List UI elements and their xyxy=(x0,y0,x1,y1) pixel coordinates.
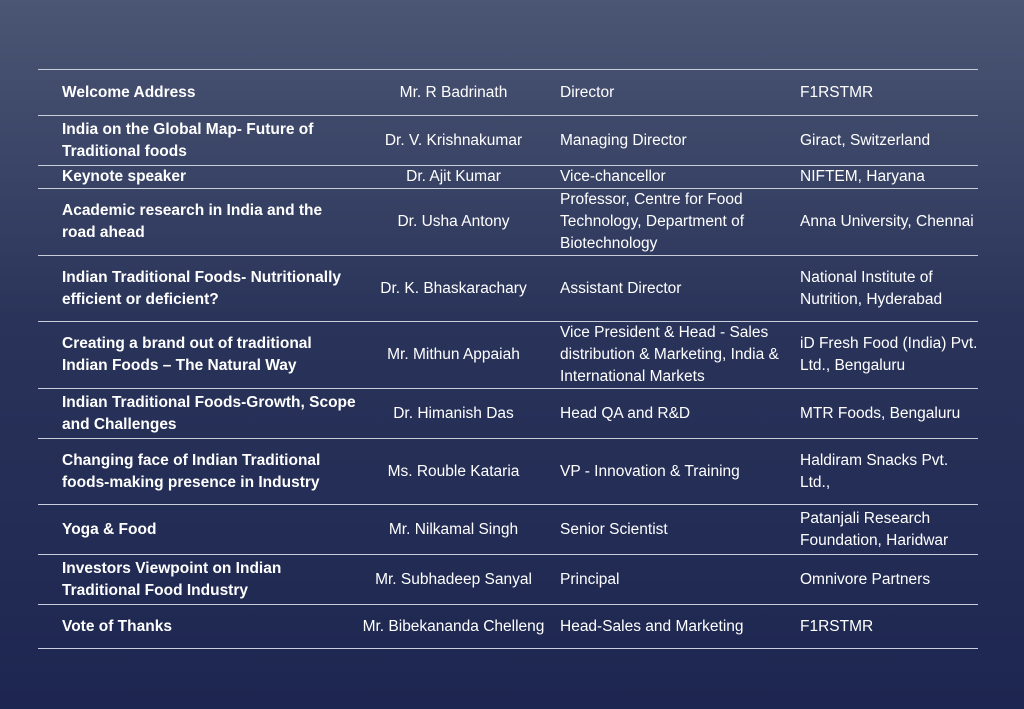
topic-cell: Keynote speaker xyxy=(62,168,187,185)
role-cell: Professor, Centre for Food Technology, Department of Biotechnology xyxy=(560,191,745,252)
table-row xyxy=(38,555,978,605)
organization-cell: Haldiram Snacks Pvt. Ltd., xyxy=(800,451,949,491)
topic-cell: Academic research in India and the road ahead xyxy=(62,202,323,241)
organization-cell: F1RSTMR xyxy=(800,83,874,101)
organization-cell: F1RSTMR xyxy=(800,617,874,635)
speaker-cell: Dr. Ajit Kumar xyxy=(406,168,501,185)
table-row xyxy=(38,605,978,649)
table-row xyxy=(38,505,978,555)
agenda-table xyxy=(38,69,978,649)
organization-cell: MTR Foods, Bengaluru xyxy=(800,404,961,422)
topic-cell: India on the Global Map- Future of Traditional foods xyxy=(62,120,314,160)
organization-cell: iD Fresh Food (India) Pvt. Ltd., Bengaluru xyxy=(800,335,978,374)
topic-cell: Vote of Thanks xyxy=(62,617,172,635)
topic-cell: Welcome Address xyxy=(62,83,196,101)
role-cell: Head-Sales and Marketing xyxy=(560,617,744,635)
organization-cell: Giract, Switzerland xyxy=(800,131,931,149)
speaker-cell: Mr. Nilkamal Singh xyxy=(388,520,519,538)
speaker-cell: Dr. Himanish Das xyxy=(393,404,514,422)
speaker-cell: Dr. V. Krishnakumar xyxy=(384,131,523,149)
role-cell: Senior Scientist xyxy=(560,520,668,538)
table-row xyxy=(38,166,978,189)
role-cell: Vice President & Head - Sales distribution & Marketing, India & International Markets xyxy=(560,324,779,385)
role-cell: Director xyxy=(560,83,615,101)
organization-cell: Patanjali Research Foundation, Haridwar xyxy=(800,509,949,549)
table-row xyxy=(38,116,978,166)
table-row xyxy=(38,189,978,256)
speaker-cell: Mr. Bibekananda Chelleng xyxy=(362,617,545,635)
role-cell: Vice-chancellor xyxy=(560,168,666,185)
role-cell: Head QA and R&D xyxy=(560,404,691,422)
table-row xyxy=(38,70,978,116)
table-row xyxy=(38,322,978,389)
speaker-cell: Mr. Subhadeep Sanyal xyxy=(375,570,532,588)
role-cell: Principal xyxy=(560,570,620,588)
table-row xyxy=(38,389,978,439)
speaker-cell: Dr. Usha Antony xyxy=(397,213,510,230)
topic-cell: Changing face of Indian Traditional foods-making presence in Industry xyxy=(62,451,321,491)
topic-cell: Yoga & Food xyxy=(62,520,157,538)
speaker-cell: Mr. R Badrinath xyxy=(399,83,508,101)
table-row xyxy=(38,439,978,505)
organization-cell: Omnivore Partners xyxy=(800,570,931,588)
role-cell: Assistant Director xyxy=(560,279,682,297)
topic-cell: Indian Traditional Foods- Nutritionally efficient or deficient? xyxy=(62,268,341,308)
speaker-cell: Dr. K. Bhaskarachary xyxy=(380,279,527,297)
speaker-cell: Mr. Mithun Appaiah xyxy=(387,346,520,363)
speaker-cell: Ms. Rouble Kataria xyxy=(387,462,520,480)
table-row xyxy=(38,256,978,322)
organization-cell: Anna University, Chennai xyxy=(800,213,974,230)
topic-cell: Investors Viewpoint on Indian Traditional Food Industry xyxy=(62,559,282,599)
organization-cell: NIFTEM, Haryana xyxy=(800,168,925,185)
organization-cell: National Institute of Nutrition, Hyderabad xyxy=(800,268,943,308)
topic-cell: Indian Traditional Foods-Growth, Scope and Challenges xyxy=(62,393,356,433)
role-cell: VP - Innovation & Training xyxy=(560,462,740,480)
topic-cell: Creating a brand out of traditional Indian Foods – The Natural Way xyxy=(62,335,312,374)
role-cell: Managing Director xyxy=(560,131,687,149)
